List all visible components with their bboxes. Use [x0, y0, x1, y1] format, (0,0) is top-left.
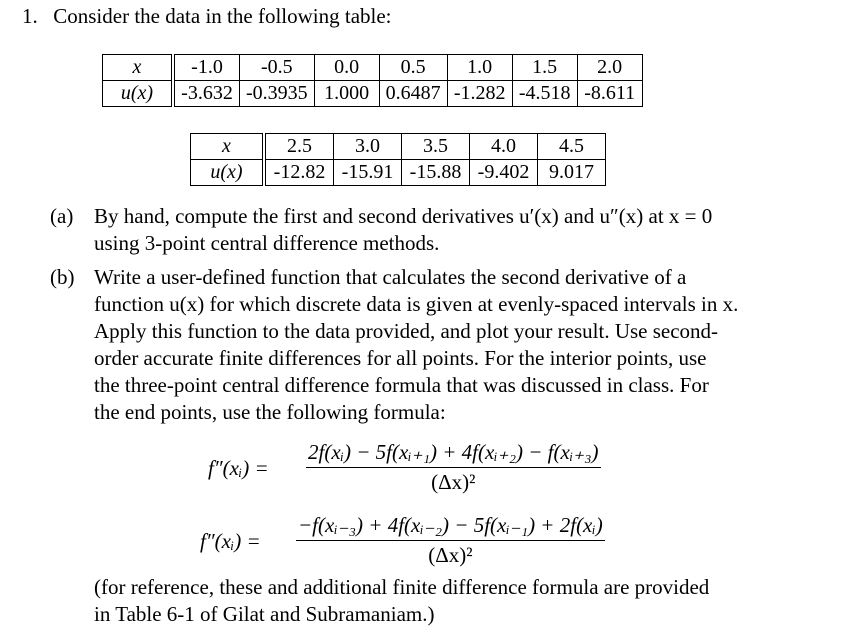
- part-b-line: order accurate finite differences for all points. For the interior points, use: [94, 346, 707, 370]
- part-b-label: (b): [50, 265, 75, 289]
- problem-number: 1.: [22, 4, 38, 28]
- reference-note: [94, 574, 806, 628]
- table-2-u-cell: -15.91: [334, 160, 402, 186]
- part-b-line: Write a user-defined function that calculates the second derivative of a: [94, 265, 687, 289]
- table-2-x-cell: 3.5: [402, 134, 470, 160]
- table-1-u-cell: -1.282: [447, 81, 512, 107]
- table-1-u-cell: -8.611: [577, 81, 642, 107]
- table-2-x-cell: 4.5: [538, 134, 606, 160]
- table-1-x-cell: 0.0: [314, 55, 379, 81]
- part-a-line: By hand, compute the first and second derivatives u′(x) and u″(x) at x = 0: [94, 204, 713, 228]
- table-2-u-header: u(x): [191, 160, 265, 186]
- table-2-u-row: [191, 160, 606, 186]
- part-b-line: the end points, use the following formula:: [94, 400, 446, 424]
- table-1-x-header: x: [103, 55, 174, 81]
- table-1-x-cell: -1.0: [173, 55, 240, 81]
- table-2-x-row: [191, 134, 606, 160]
- part-b-line: function u(x) for which discrete data is given at evenly-spaced intervals in x.: [94, 292, 739, 316]
- part-b-text: [94, 264, 806, 426]
- table-1-u-cell: -0.3935: [240, 81, 315, 107]
- table-2-x-header: x: [191, 134, 265, 160]
- table-2-x-cell: 4.0: [470, 134, 538, 160]
- table-1-x-row: [103, 55, 643, 81]
- problem-intro: Consider the data in the following table:: [53, 4, 392, 28]
- table-1-u-header: u(x): [103, 81, 174, 107]
- formula-2-fraction: [296, 513, 605, 568]
- table-1-u-cell: -3.632: [173, 81, 240, 107]
- table-2-u-cell: -9.402: [470, 160, 538, 186]
- formula-1-fraction: [306, 440, 601, 495]
- forward-difference-formula: [208, 440, 708, 510]
- formula-2-denominator: (Δx)²: [428, 543, 473, 567]
- table-1-u-cell: 0.6487: [379, 81, 447, 107]
- formula-1-numerator: 2f(xᵢ) − 5f(xᵢ₊₁) + 4f(xᵢ₊₂) − f(xᵢ₊₃): [306, 440, 601, 468]
- table-1-x-cell: 1.5: [512, 55, 577, 81]
- reference-note-line: (for reference, these and additional finite difference formula are provided: [94, 575, 710, 599]
- table-2-u-cell: -15.88: [402, 160, 470, 186]
- data-table-2: [190, 133, 606, 186]
- table-1-u-row: [103, 81, 643, 107]
- problem-heading: [22, 4, 392, 29]
- part-a-text: [94, 203, 806, 257]
- table-1-u-cell: 1.000: [314, 81, 379, 107]
- table-1-x-cell: 0.5: [379, 55, 447, 81]
- part-a-label: (a): [50, 204, 74, 228]
- formula-1-lhs: f″(xᵢ) =: [208, 456, 269, 480]
- table-1-x-cell: 1.0: [447, 55, 512, 81]
- part-b-line: the three-point central difference formula that was discussed in class. For: [94, 373, 709, 397]
- table-2-x-cell: 3.0: [334, 134, 402, 160]
- table-2-x-cell: 2.5: [264, 134, 334, 160]
- data-table-1: [102, 54, 643, 107]
- backward-difference-formula: [200, 513, 720, 583]
- formula-1-denominator: (Δx)²: [431, 470, 476, 494]
- reference-note-line: in Table 6-1 of Gilat and Subramaniam.): [94, 602, 435, 626]
- table-2-u-cell: -12.82: [264, 160, 334, 186]
- formula-2-numerator: −f(xᵢ₋₃) + 4f(xᵢ₋₂) − 5f(xᵢ₋₁) + 2f(xᵢ): [296, 513, 605, 541]
- table-1-u-cell: -4.518: [512, 81, 577, 107]
- formula-2-lhs: f″(xᵢ) =: [200, 529, 261, 553]
- table-2-u-cell: 9.017: [538, 160, 606, 186]
- part-a-line: using 3-point central difference methods.: [94, 231, 440, 255]
- table-1-x-cell: -0.5: [240, 55, 315, 81]
- part-b-line: Apply this function to the data provided, and plot your result. Use second-: [94, 319, 719, 343]
- table-1-x-cell: 2.0: [577, 55, 642, 81]
